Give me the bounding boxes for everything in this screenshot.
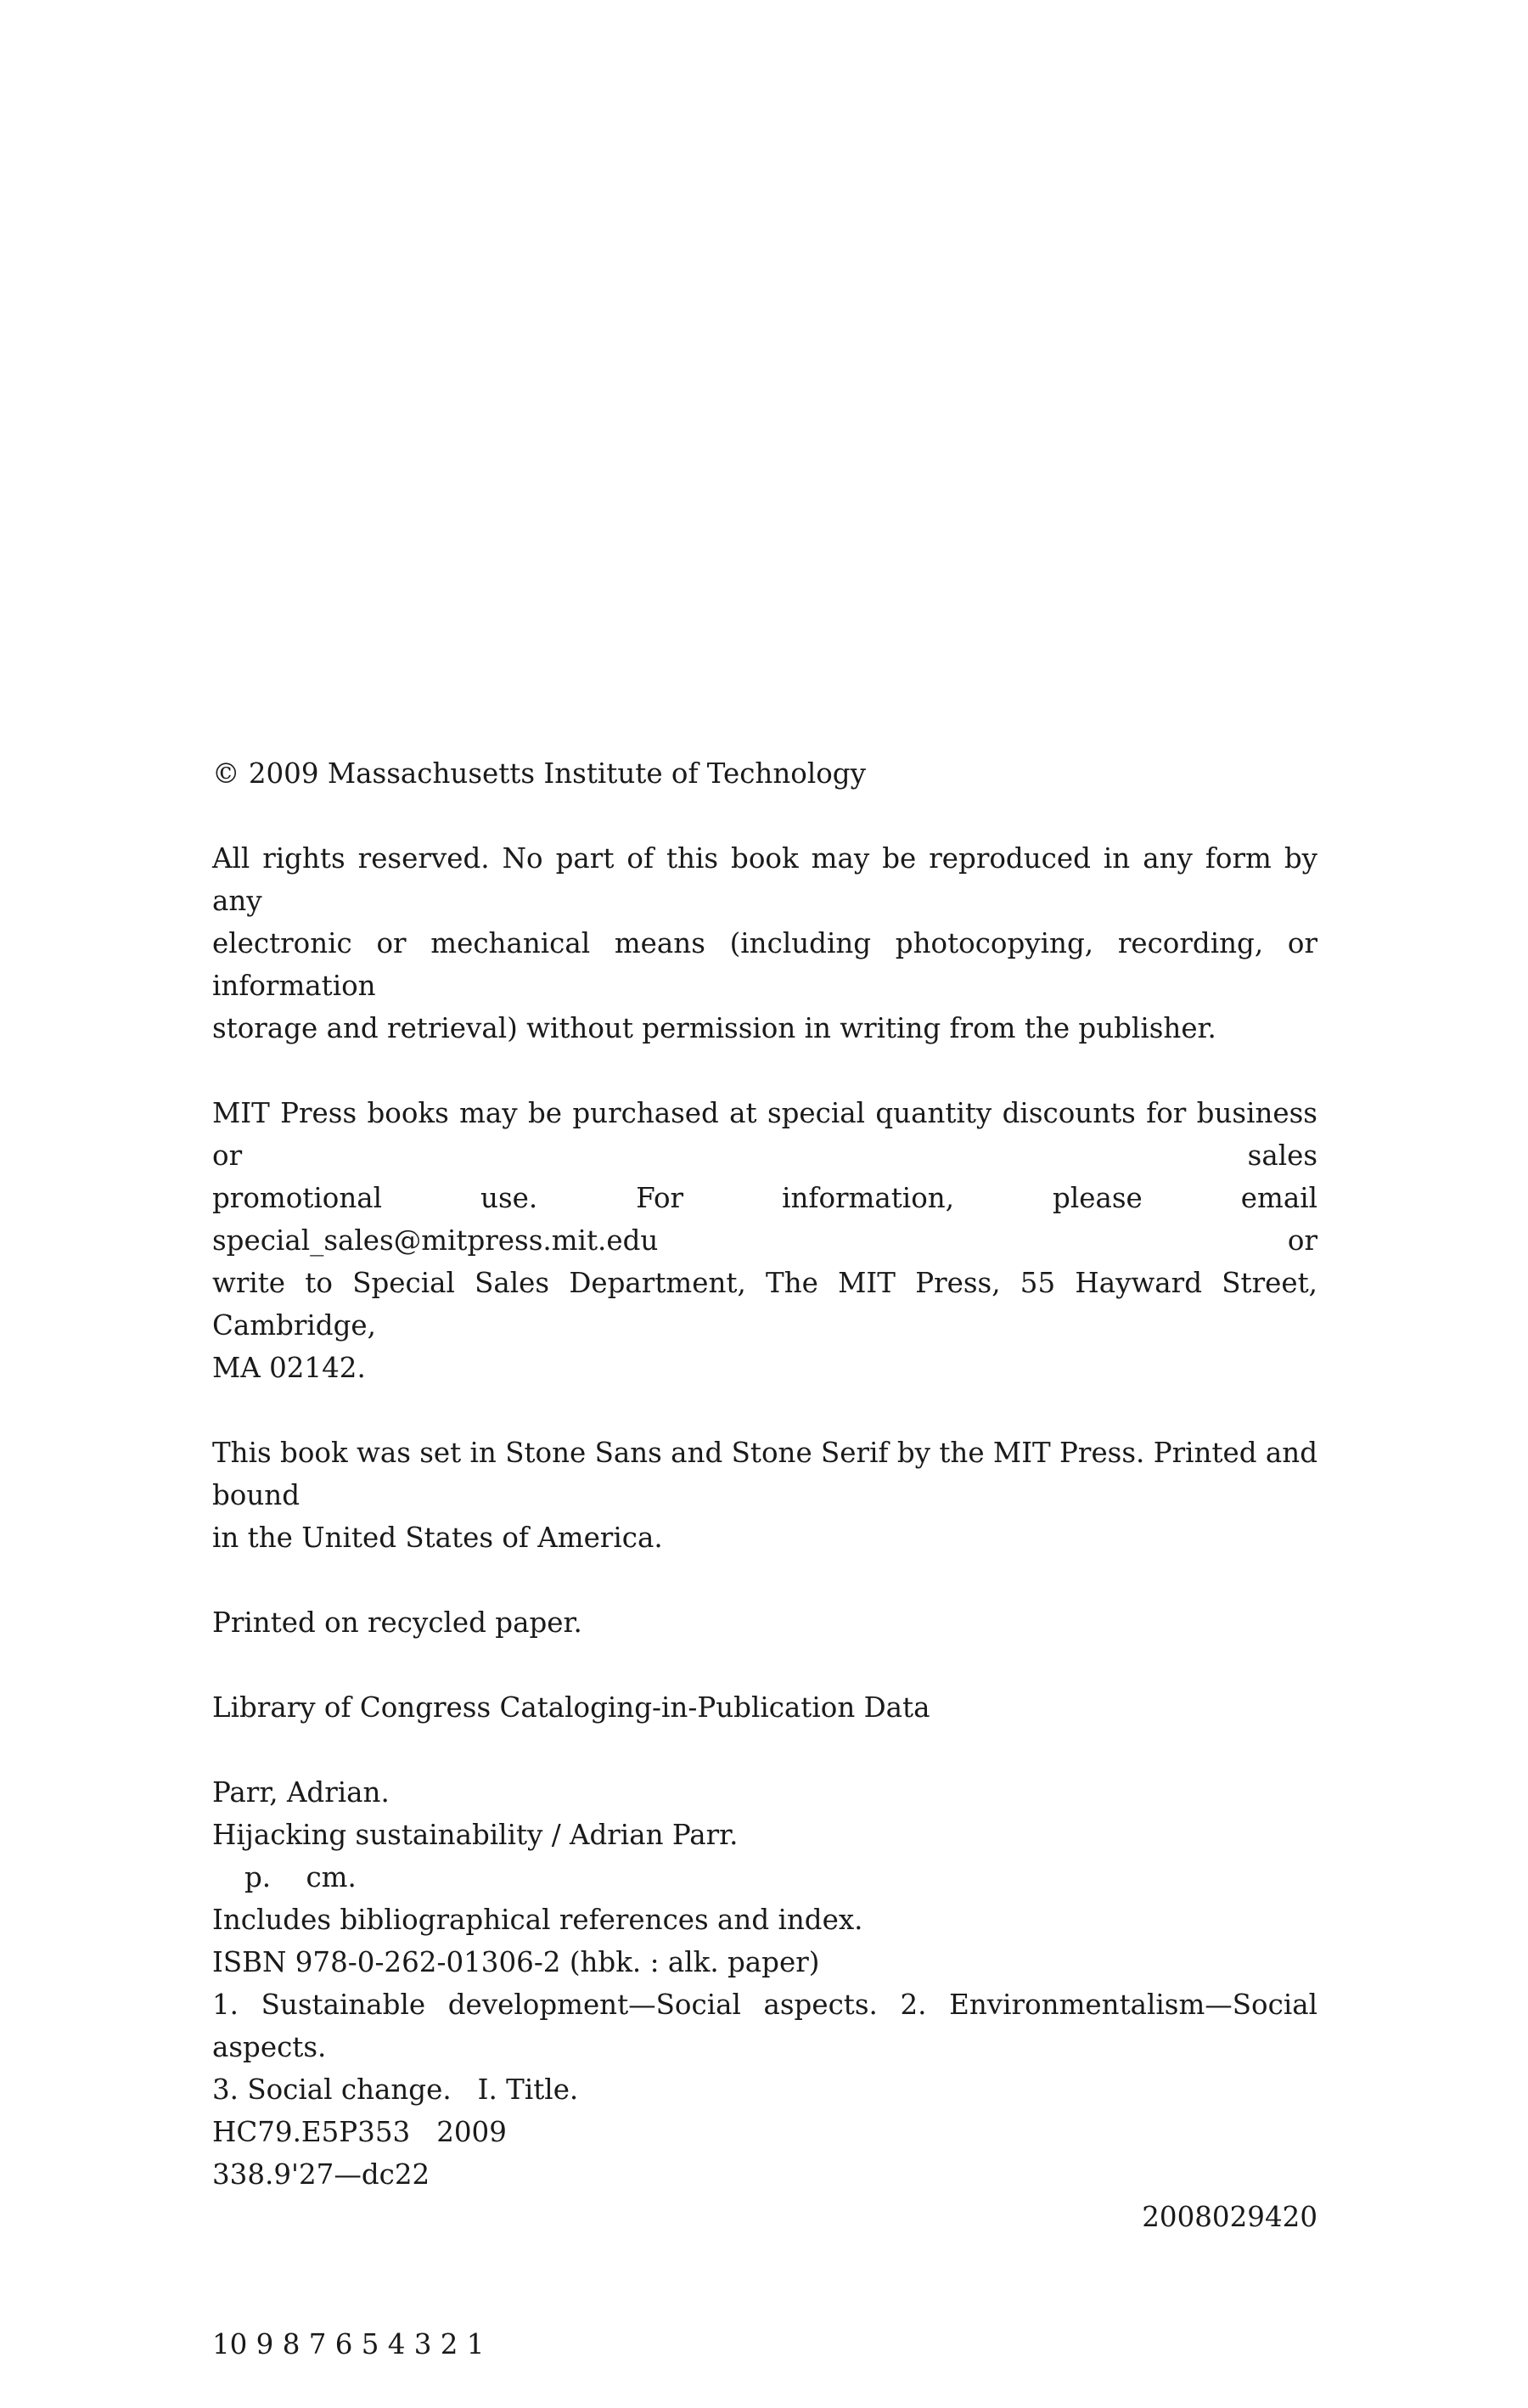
cip-heading-line: Library of Congress Cataloging-in-Publication Data <box>212 1691 930 1724</box>
rights-line-1: All rights reserved. No part of this book may be reproduced in any form by any <box>212 842 1317 917</box>
cip-isbn: ISBN 978-0-262-01306-2 (hbk. : alk. paper) <box>212 1946 820 1978</box>
printing-numbers: 10 9 8 7 6 5 4 3 2 1 <box>212 2328 485 2360</box>
cip-pages: p. cm. <box>244 1861 357 1893</box>
typeset-line-2: in the United States of America. <box>212 1522 663 1554</box>
sales-paragraph <box>212 1092 1317 1389</box>
sales-line-1: MIT Press books may be purchased at special quantity discounts for business or sales <box>212 1097 1317 1172</box>
cip-heading <box>212 1686 1317 1729</box>
cip-lc-class: HC79.E5P353 2009 <box>212 2116 507 2148</box>
cip-lccn: 2008029420 <box>1142 2201 1317 2233</box>
typeset-paragraph <box>212 1432 1317 1559</box>
cip-subjects-line-2: 3. Social change. I. Title. <box>212 2073 579 2106</box>
copyright-notice <box>212 752 1317 795</box>
rights-line-3: storage and retrieval) without permission in writing from the publisher. <box>212 1012 1216 1044</box>
rights-paragraph <box>212 837 1317 1049</box>
sales-line-2: promotional use. For information, please email special_sales@mitpress.mit.edu or <box>212 1182 1317 1257</box>
cip-title: Hijacking sustainability / Adrian Parr. <box>212 1819 739 1851</box>
printing-line <box>212 2323 1317 2366</box>
typeset-line-1: This book was set in Stone Sans and Stone Serif by the MIT Press. Printed and bound <box>212 1437 1317 1511</box>
copyright-page-text <box>212 752 1317 2408</box>
cip-author: Parr, Adrian. <box>212 1776 390 1809</box>
sales-line-4: MA 02142. <box>212 1352 366 1384</box>
cip-subjects-line-1: 1. Sustainable development—Social aspects. 2. Environmentalism—Social aspects. <box>212 1989 1317 2063</box>
cip-record <box>212 1771 1317 2238</box>
recycled-paper-note <box>212 1601 1317 1644</box>
copyright-line: © 2009 Massachusetts Institute of Technology <box>212 757 866 790</box>
recycled-line: Printed on recycled paper. <box>212 1606 582 1639</box>
cip-bibliography: Includes bibliographical references and index. <box>212 1904 863 1936</box>
spacer <box>212 2281 1317 2323</box>
cip-dewey: 338.9'27—dc22 <box>212 2158 430 2191</box>
sales-line-3: write to Special Sales Department, The MIT Press, 55 Hayward Street, Cambridge, <box>212 1267 1317 1342</box>
rights-line-2: electronic or mechanical means (including photocopying, recording, or information <box>212 927 1317 1002</box>
